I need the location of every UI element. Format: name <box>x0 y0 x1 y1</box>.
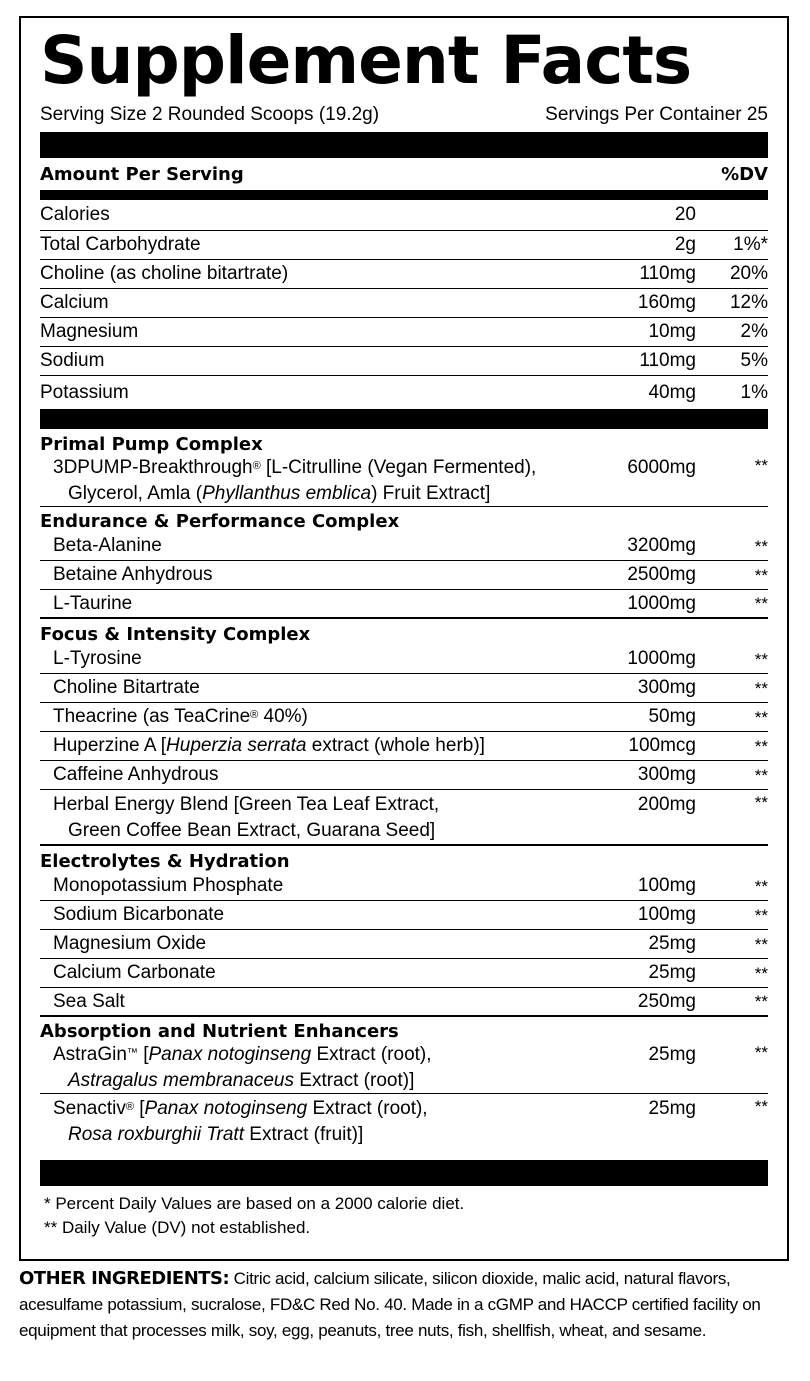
ingredient-row <box>40 590 768 619</box>
ingredient-amount: 250mg <box>637 990 696 1012</box>
ingredient-row <box>40 790 768 846</box>
ingredient-name: Sea Salt <box>53 990 125 1012</box>
nutrient-name: Total Carbohydrate <box>40 234 201 255</box>
ingredient-row <box>40 901 768 930</box>
ingredient-name: Theacrine (as TeaCrine® 40%) <box>53 706 308 727</box>
ingredient-dv: ** <box>754 1097 768 1116</box>
ingredient-amount: 1000mg <box>627 648 696 669</box>
ingredient-dv: ** <box>754 934 768 954</box>
ingredient-row <box>40 455 768 507</box>
group-title-absorption: Absorption and Nutrient Enhancers <box>40 1021 399 1042</box>
divider-thick-bottom <box>40 1160 768 1186</box>
nutrient-amount: 2g <box>674 234 696 255</box>
group-title-primal-pump: Primal Pump Complex <box>40 434 263 455</box>
nutrient-dv: 20% <box>729 263 768 284</box>
ingredient-row <box>40 532 768 561</box>
supplement-facts-panel <box>19 16 789 1261</box>
nutrient-row <box>40 318 768 347</box>
nutrient-amount: 110mg <box>639 350 696 371</box>
ingredient-dv: ** <box>754 1043 768 1062</box>
ingredient-name: Choline Bitartrate <box>53 677 200 698</box>
ingredient-row <box>40 1042 768 1094</box>
nutrient-row <box>40 200 768 231</box>
divider-thick <box>40 132 768 158</box>
ingredient-amount: 100mg <box>637 875 696 896</box>
serving-info <box>40 100 768 130</box>
nutrient-amount: 40mg <box>648 381 696 403</box>
ingredient-name: Beta-Alanine <box>53 535 162 556</box>
ingredient-row <box>40 645 768 674</box>
ingredient-row <box>40 930 768 959</box>
ingredient-dv: ** <box>754 963 768 983</box>
nutrient-dv: 12% <box>729 292 768 313</box>
nutrient-name: Potassium <box>40 381 129 403</box>
divider-medium <box>40 190 768 200</box>
ingredient-amount: 1000mg <box>627 592 696 614</box>
ingredient-dv: ** <box>754 594 768 613</box>
ingredient-amount: 25mg <box>648 1044 696 1065</box>
ingredient-name: Caffeine Anhydrous <box>53 764 219 785</box>
ingredient-row <box>40 561 768 590</box>
ingredient-name: Magnesium Oxide <box>53 933 207 954</box>
servings-per-container: Servings Per Container 25 <box>545 104 768 125</box>
nutrient-name: Calories <box>40 204 110 225</box>
ingredient-amount: 25mg <box>648 962 696 983</box>
nutrient-name: Choline (as choline bitartrate) <box>40 263 289 284</box>
dv-header: %DV <box>721 163 768 185</box>
ingredient-amount: 50mg <box>648 706 696 727</box>
ingredient-name: Monopotassium Phosphate <box>53 875 284 896</box>
ingredient-amount: 25mg <box>648 1098 696 1119</box>
footnote-dv: * Percent Daily Values are based on a 2000 calorie diet. <box>44 1194 465 1213</box>
ingredient-amount: 100mcg <box>628 735 696 756</box>
ingredient-row <box>40 959 768 988</box>
ingredient-row <box>40 703 768 732</box>
ingredient-dv: ** <box>754 565 768 585</box>
ingredient-amount: 200mg <box>637 794 696 815</box>
group-title-endurance: Endurance & Performance Complex <box>40 511 400 532</box>
ingredient-dv: ** <box>754 992 768 1011</box>
ingredient-dv: ** <box>754 536 768 556</box>
ingredient-dv: ** <box>754 649 768 669</box>
ingredient-name: L-Taurine <box>53 592 133 614</box>
footnote-not-established: ** Daily Value (DV) not established. <box>44 1218 311 1237</box>
ingredient-name: Huperzine A [Huperzia serrata extract (whole herb)] <box>53 735 485 756</box>
nutrient-name: Magnesium <box>40 321 139 342</box>
nutrient-dv: 1% <box>740 381 768 403</box>
nutrient-dv: 2% <box>740 321 768 342</box>
other-ingredients-label: OTHER INGREDIENTS: <box>19 1268 230 1289</box>
ingredient-dv: ** <box>754 876 768 896</box>
other-ingredients <box>19 1266 794 1344</box>
ingredient-dv: ** <box>754 793 768 812</box>
nutrient-row <box>40 260 768 289</box>
ingredient-amount: 3200mg <box>627 535 696 556</box>
ingredient-name: Herbal Energy Blend [Green Tea Leaf Extract, Green Coffee Bean Extract, Guarana Seed] <box>53 794 440 841</box>
ingredient-row <box>40 988 768 1017</box>
ingredient-row <box>40 872 768 901</box>
nutrient-amount: 20 <box>674 204 696 225</box>
nutrient-row <box>40 231 768 260</box>
ingredient-row <box>40 1094 768 1150</box>
ingredient-dv: ** <box>754 678 768 698</box>
nutrient-name: Sodium <box>40 350 105 371</box>
ingredient-name: Betaine Anhydrous <box>53 564 213 585</box>
amount-header <box>40 158 768 190</box>
group-title-electrolytes: Electrolytes & Hydration <box>40 851 290 872</box>
nutrient-amount: 110mg <box>639 263 696 284</box>
ingredient-dv: ** <box>754 905 768 925</box>
ingredient-name: Calcium Carbonate <box>53 962 216 983</box>
amount-per-serving-label: Amount Per Serving <box>40 163 244 185</box>
nutrient-dv: 5% <box>740 350 768 371</box>
nutrient-row <box>40 376 768 409</box>
nutrient-row <box>40 347 768 376</box>
label-title: Supplement Facts <box>40 22 692 99</box>
nutrient-dv: 1%* <box>733 234 768 255</box>
serving-size: Serving Size 2 Rounded Scoops (19.2g) <box>40 104 380 125</box>
ingredient-amount: 2500mg <box>627 564 696 585</box>
other-ingredients-text: Citric acid, calcium silicate, silicon dioxide, malic acid, natural flavors, acesulfame potassium, sucralose, FD&C Red No. 40. Made in a cGMP and HACCP certified facility on equipment that processes milk, soy, egg, peanuts, tree nuts, fish, shellfish, wheat, and sesame. <box>19 1269 761 1340</box>
ingredient-dv: ** <box>754 736 768 756</box>
ingredient-amount: 25mg <box>648 933 696 954</box>
ingredient-amount: 6000mg <box>627 457 696 478</box>
ingredient-dv: ** <box>754 707 768 727</box>
group-title-focus: Focus & Intensity Complex <box>40 624 311 645</box>
ingredient-amount: 100mg <box>637 904 696 925</box>
nutrient-amount: 10mg <box>648 321 696 342</box>
ingredient-name: L-Tyrosine <box>53 648 142 669</box>
ingredient-amount: 300mg <box>637 764 696 785</box>
divider-section <box>40 409 768 429</box>
ingredient-row <box>40 761 768 790</box>
nutrient-amount: 160mg <box>637 292 696 313</box>
nutrient-row <box>40 289 768 318</box>
ingredient-dv: ** <box>754 765 768 785</box>
ingredient-dv: ** <box>754 456 768 475</box>
ingredient-name: Senactiv® [Panax notoginseng Extract (root), Rosa roxburghii Tratt Extract (fruit)] <box>53 1098 428 1145</box>
ingredient-name: 3DPUMP-Breakthrough® [L-Citrulline (Vegan Fermented), Glycerol, Amla (Phyllanthus emblica) Fruit Extract] <box>53 457 537 504</box>
ingredient-name: Sodium Bicarbonate <box>53 904 225 925</box>
nutrient-name: Calcium <box>40 292 109 313</box>
ingredient-name: AstraGin™ [Panax notoginseng Extract (root), Astragalus membranaceus Extract (root)] <box>53 1044 432 1091</box>
ingredient-row <box>40 732 768 761</box>
ingredient-amount: 300mg <box>637 677 696 698</box>
ingredient-row <box>40 674 768 703</box>
